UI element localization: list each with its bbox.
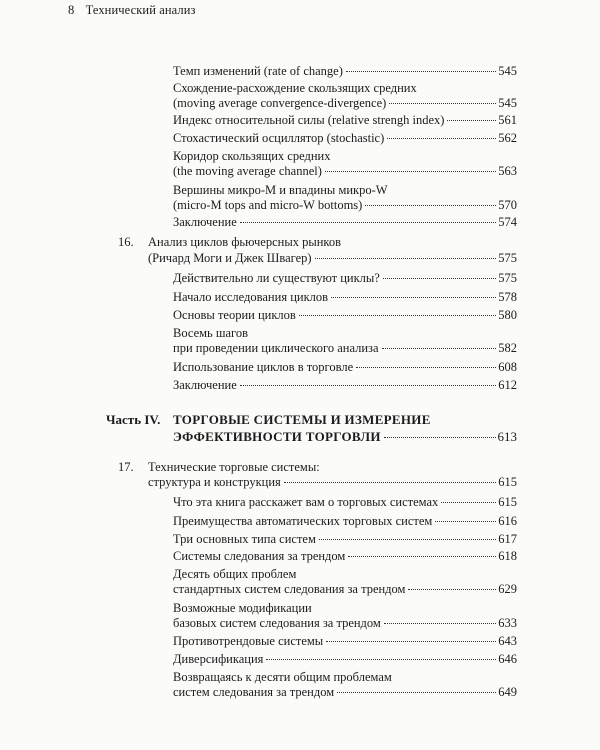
- toc-leader: [408, 589, 496, 590]
- chapter-number: 17.: [118, 460, 134, 474]
- toc-entry-label: Действительно ли существуют циклы?: [173, 271, 380, 285]
- toc-entry-label: Темп изменений (rate of change): [173, 64, 343, 78]
- toc-entry: [173, 96, 517, 111]
- toc-entry: [173, 685, 517, 700]
- toc-entry-label: базовых систем следования за трендом: [173, 616, 381, 630]
- toc-entry-label: стандартных систем следования за трендом: [173, 582, 406, 596]
- toc-entry-label: Заключение: [173, 378, 237, 392]
- part-title-line1: ТОРГОВЫЕ СИСТЕМЫ И ИЗМЕРЕНИЕ: [173, 412, 431, 427]
- toc-entry: [173, 290, 517, 305]
- toc-entry-label: Индекс относительной силы (relative strengh index): [173, 113, 445, 127]
- toc-entry-page: 646: [498, 652, 517, 666]
- toc-entry: [173, 341, 517, 356]
- part-entry: [173, 429, 517, 444]
- toc-entry-label-line1: Возможные модификации: [173, 601, 312, 615]
- toc-entry-label: (moving average convergence-divergence): [173, 96, 387, 110]
- running-header: [68, 3, 196, 18]
- toc-entry-label: Начало исследования циклов: [173, 290, 329, 304]
- toc-leader: [389, 103, 496, 104]
- toc-entry-page: 618: [498, 549, 517, 563]
- toc-entry-page: 570: [498, 198, 517, 212]
- toc-entry: [173, 198, 517, 213]
- toc-entry-page: 643: [498, 634, 517, 648]
- toc-entry: [173, 514, 517, 529]
- toc-entry-page: 612: [498, 378, 517, 392]
- toc-entry-label-line1: Вершины микро-М и впадины микро-W: [173, 183, 388, 197]
- toc-leader: [387, 138, 496, 139]
- chapter-title-line1: Анализ циклов фьючерсных рынков: [148, 235, 342, 249]
- toc-entry: [173, 215, 517, 230]
- toc-entry: [173, 378, 517, 393]
- toc-entry: [173, 64, 517, 79]
- toc-entry-page: 649: [498, 685, 517, 699]
- toc-leader: [284, 482, 496, 483]
- toc-entry-label: Что эта книга расскажет вам о торговых системах: [173, 495, 439, 509]
- toc-entry-label-line1: Схождение-расхождение скользящих средних: [173, 81, 417, 95]
- chapter-title-line2: (Ричард Моги и Джек Швагер): [148, 251, 312, 265]
- toc-entry-page: 563: [498, 164, 517, 178]
- toc-entry: [173, 495, 517, 510]
- chapter-page: 575: [498, 251, 517, 265]
- chapter-title-line2: структура и конструкция: [148, 475, 281, 489]
- toc-entry-page: 617: [498, 532, 517, 546]
- toc-entry-page: 615: [498, 495, 517, 509]
- toc-entry-label-line1: Десять общих проблем: [173, 567, 297, 581]
- toc-leader: [384, 437, 496, 438]
- toc-leader: [435, 521, 496, 522]
- toc-entry-page: 575: [498, 271, 517, 285]
- toc-leader: [356, 367, 496, 368]
- toc-leader: [240, 222, 497, 223]
- toc-entry-label: (micro-M tops and micro-W bottoms): [173, 198, 363, 212]
- part-label: Часть IV.: [106, 412, 161, 427]
- toc-leader: [447, 120, 496, 121]
- toc-entry-label: Основы теории циклов: [173, 308, 296, 322]
- toc-entry-page: 578: [498, 290, 517, 304]
- toc-entry: [173, 164, 517, 179]
- toc-leader: [325, 171, 496, 172]
- toc-entry-label-line1: Восемь шагов: [173, 326, 249, 340]
- toc-leader: [331, 297, 496, 298]
- toc-leader: [326, 641, 496, 642]
- toc-entry-label: Заключение: [173, 215, 237, 229]
- toc-entry-label: Использование циклов в торговле: [173, 360, 354, 374]
- toc-leader: [266, 659, 496, 660]
- toc-entry: [173, 549, 517, 564]
- toc-leader: [319, 539, 496, 540]
- toc-leader: [441, 502, 496, 503]
- toc-entry: [173, 308, 517, 323]
- chapter-entry: [148, 251, 517, 266]
- toc-entry-page: 616: [498, 514, 517, 528]
- part-title-line2: ЭФФЕКТИВНОСТИ ТОРГОВЛИ: [173, 429, 381, 444]
- toc-entry: [173, 582, 517, 597]
- toc-entry: [173, 634, 517, 649]
- toc-entry-label: Системы следования за трендом: [173, 549, 346, 563]
- toc-entry-page: 580: [498, 308, 517, 322]
- toc-entry-label: (the moving average channel): [173, 164, 322, 178]
- toc-entry: [173, 360, 517, 375]
- toc-leader: [348, 556, 496, 557]
- toc-entry-label: Диверсификация: [173, 652, 264, 666]
- toc-leader: [384, 623, 496, 624]
- toc-entry-page: 629: [498, 582, 517, 596]
- toc-entry-label-line1: Возвращаясь к десяти общим проблемам: [173, 670, 392, 684]
- toc-leader: [346, 71, 496, 72]
- toc-entry-page: 561: [498, 113, 517, 127]
- toc-entry-page: 574: [498, 215, 517, 229]
- toc-entry-label: Противотрендовые системы: [173, 634, 324, 648]
- part-page: 613: [497, 429, 517, 444]
- toc-entry-label: Три основных типа систем: [173, 532, 316, 546]
- toc-entry: [173, 652, 517, 667]
- toc-leader: [299, 315, 496, 316]
- toc-entry: [173, 131, 517, 146]
- toc-entry-page: 562: [498, 131, 517, 145]
- toc-leader: [337, 692, 496, 693]
- toc-entry: [173, 616, 517, 631]
- toc-entry-label-line1: Коридор скользящих средних: [173, 149, 331, 163]
- header-page-number: 8: [68, 3, 75, 17]
- toc-entry-label: систем следования за трендом: [173, 685, 335, 699]
- toc-entry-label: Стохастический осциллятор (stochastic): [173, 131, 385, 145]
- toc-leader: [365, 205, 496, 206]
- toc-entry-page: 633: [498, 616, 517, 630]
- header-title: Технический анализ: [85, 3, 196, 17]
- chapter-title-line1: Технические торговые системы:: [148, 460, 320, 474]
- toc-entry-label: Преимущества автоматических торговых систем: [173, 514, 433, 528]
- chapter-page: 615: [498, 475, 517, 489]
- toc-entry: [173, 271, 517, 286]
- toc-entry-page: 545: [498, 96, 517, 110]
- chapter-number: 16.: [118, 235, 134, 249]
- toc-entry: [173, 532, 517, 547]
- toc-entry-page: 608: [498, 360, 517, 374]
- toc-leader: [383, 278, 496, 279]
- toc-entry-label: при проведении циклического анализа: [173, 341, 379, 355]
- chapter-entry: [148, 475, 517, 490]
- toc-leader: [382, 348, 497, 349]
- toc-entry-page: 582: [498, 341, 517, 355]
- toc-leader: [240, 385, 497, 386]
- toc-entry-page: 545: [498, 64, 517, 78]
- toc-leader: [315, 258, 497, 259]
- toc-entry: [173, 113, 517, 128]
